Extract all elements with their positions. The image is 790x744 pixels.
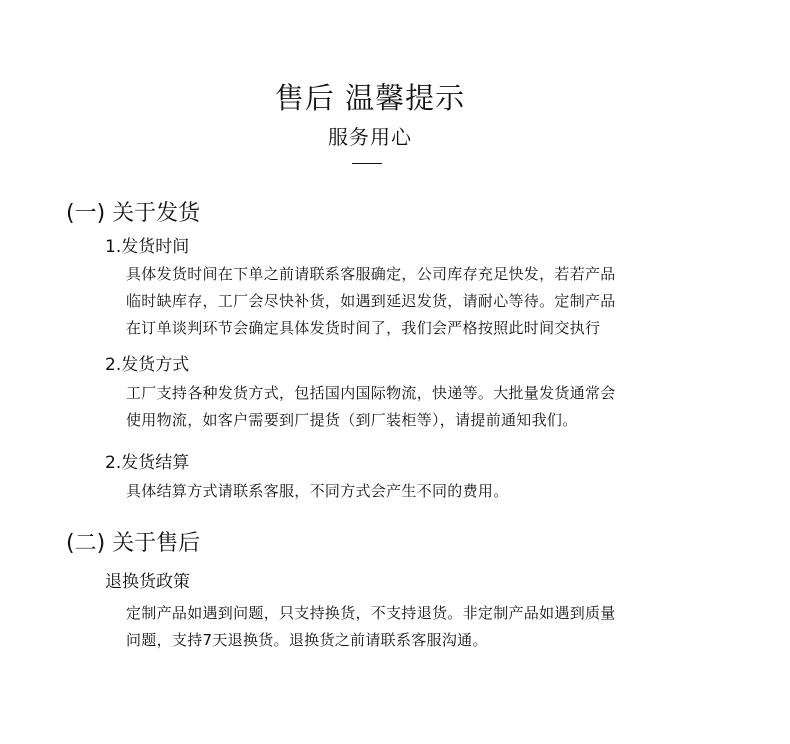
paragraph-ship-method [126,380,696,434]
text-line: 使用物流，如客户需要到厂提货（到厂装柜等），请提前通知我们。 [126,411,578,429]
page-subtitle: 服务用心 [328,125,412,149]
text-line: 具体结算方式请联系客服，不同方式会产生不同的费用。 [126,482,509,500]
page-title: 售后 温馨提示 [274,81,466,115]
paragraph-ship-time [126,261,696,342]
paragraph-return-policy [126,600,696,654]
paragraph-ship-settlement [126,478,696,505]
text-line: 临时缺库存，工厂会尽快补货，如遇到延迟发货，请耐心等待。定制产品 [126,292,616,310]
sub-heading-ship-settlement: 2.发货结算 [105,453,190,473]
text-line: 定制产品如遇到问题，只支持换货，不支持退货。非定制产品如遇到质量 [126,604,616,622]
sub-heading-return-policy: 退换货政策 [105,572,190,592]
text-line: 问题，支持7天退换货。退换货之前请联系客服沟通。 [126,631,488,649]
title-divider [352,163,382,164]
section-heading-after-sales: (二) 关于售后 [66,531,201,556]
text-line: 在订单谈判环节会确定具体发货时间了，我们会严格按照此时间交执行 [126,319,601,337]
sub-heading-ship-method: 2.发货方式 [105,355,190,375]
sub-heading-ship-time: 1.发货时间 [105,237,190,257]
text-line: 具体发货时间在下单之前请联系客服确定，公司库存充足快发，若若产品 [126,265,616,283]
section-heading-shipping: (一) 关于发货 [66,201,201,226]
text-line: 工厂支持各种发货方式，包括国内国际物流，快递等。大批量发货通常会 [126,384,616,402]
